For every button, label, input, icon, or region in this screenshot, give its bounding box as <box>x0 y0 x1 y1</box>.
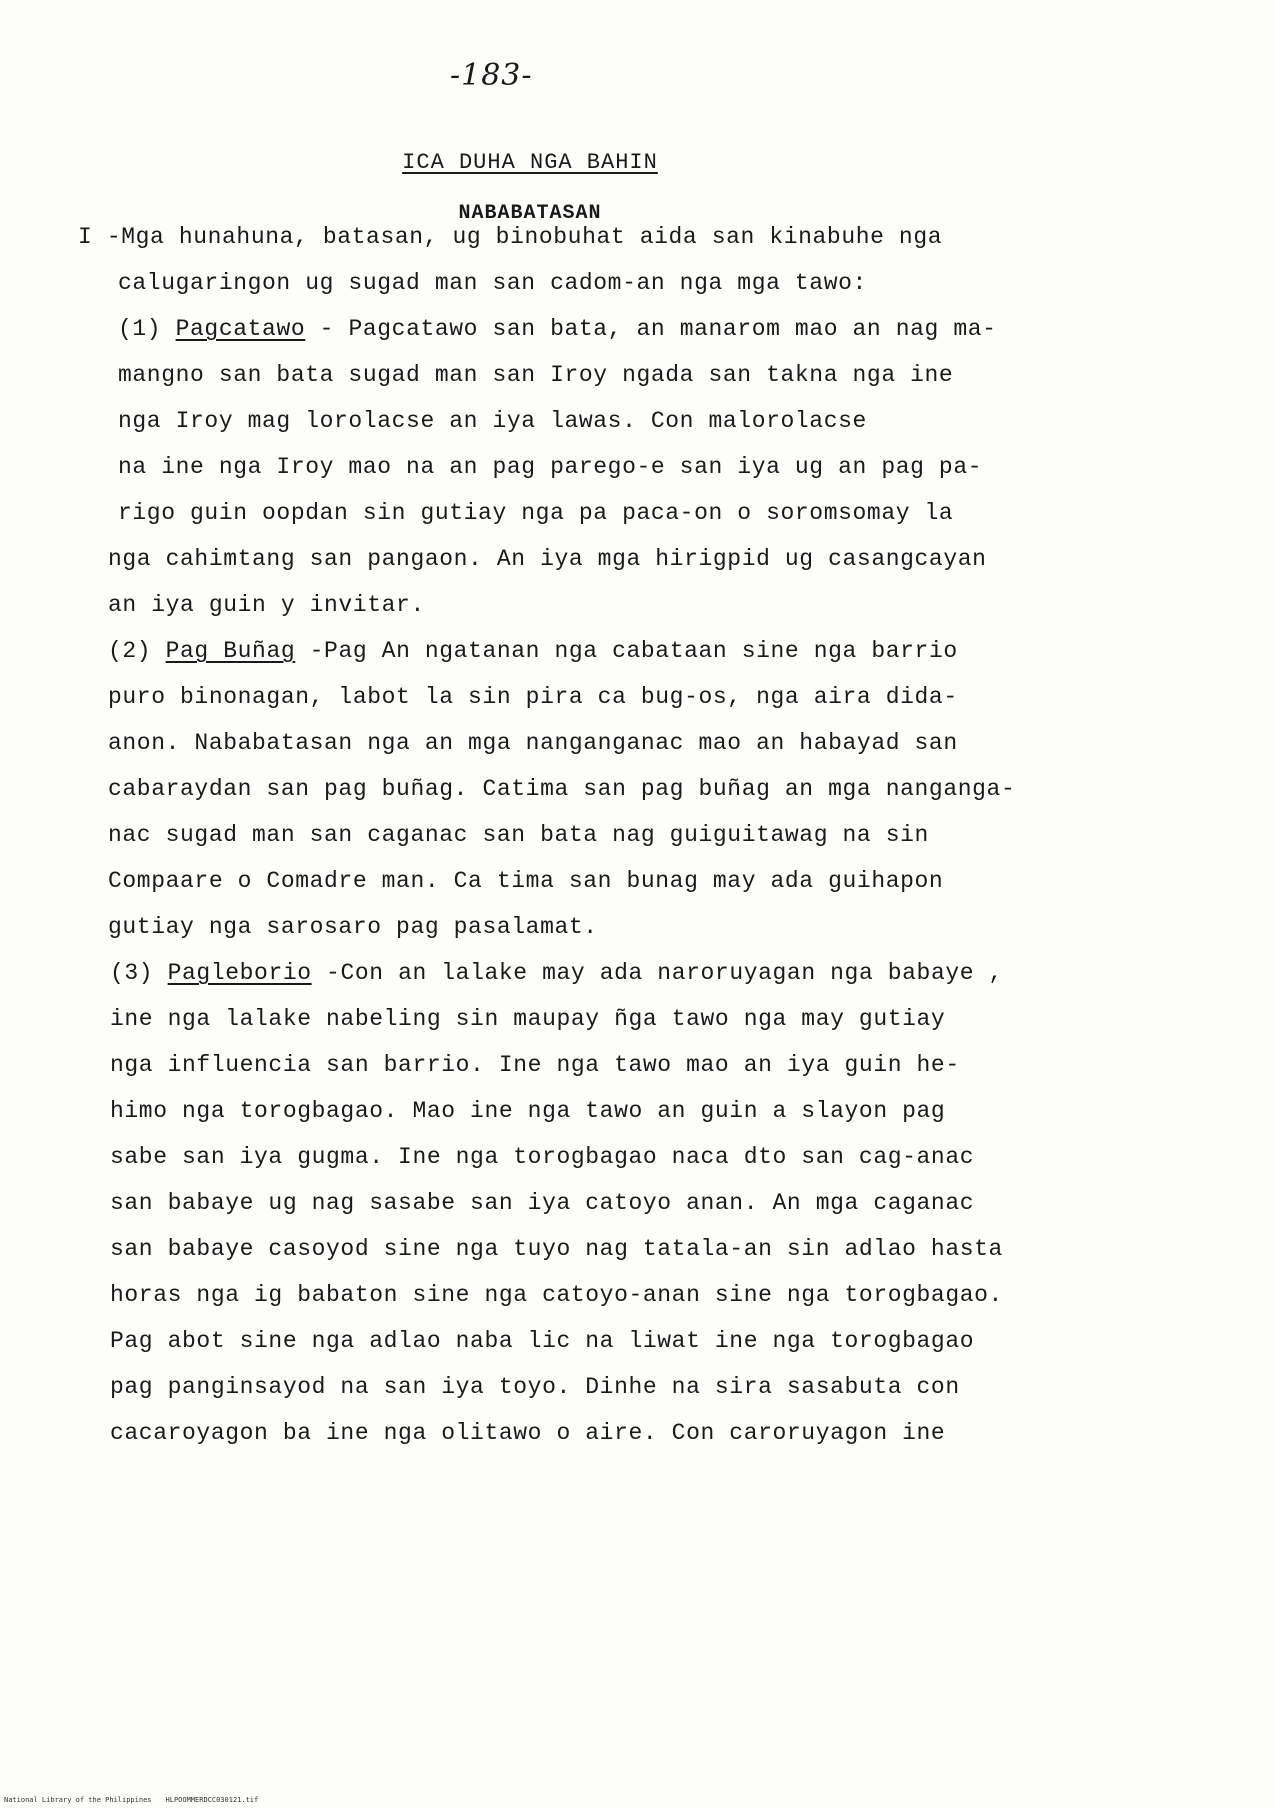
item-2-line: gutiay nga sarosaro pag pasalamat. <box>108 914 598 940</box>
item-title: Pag Buñag <box>165 638 296 664</box>
item-title: Pagcatawo <box>175 316 306 342</box>
item-2-line: Compaare o Comadre man. Ca tima san bunag may ada guihapon <box>108 868 944 894</box>
item-3-line: himo nga torogbagao. Mao ine nga tawo an guin a slayon pag <box>110 1098 946 1124</box>
item-2-line: anon. Nababatasan nga an mga nanganganac mao an habayad san <box>108 730 958 756</box>
item-first-line: -Con an lalake may ada naroruyagan nga babaye , <box>311 960 1003 986</box>
item-1-line: an iya guin y invitar. <box>108 592 425 618</box>
item-3-line: pag panginsayod na san iya toyo. Dinhe na sira sasabuta con <box>110 1374 960 1400</box>
section-subheading: NABABATASAN <box>458 202 602 225</box>
item-2-line: puro binonagan, labot la sin pira ca bug-os, nga aira dida- <box>108 684 958 710</box>
section-intro-line-2: calugaringon ug sugad man san cadom-an nga mga tawo: <box>118 270 867 296</box>
file-name: HLPOOMMERDCC030121.tif <box>165 1796 259 1804</box>
scan-footer <box>4 1796 258 1804</box>
item-first-line: -Pag An ngatanan nga cabataan sine nga barrio <box>295 638 958 664</box>
item-1-heading-line <box>118 316 997 342</box>
item-2-heading-line <box>108 638 958 664</box>
item-3-line: Pag abot sine nga adlao naba lic na liwat ine nga torogbagao <box>110 1328 975 1354</box>
item-2-line: nac sugad man san caganac san bata nag guiguitawag na sin <box>108 822 929 848</box>
library-name: National Library of the Philippines <box>4 1796 152 1804</box>
item-3-line: sabe san iya gugma. Ine nga torogbagao naca dto san cag-anac <box>110 1144 975 1170</box>
item-first-line: - Pagcatawo san bata, an manarom mao an nag ma- <box>305 316 997 342</box>
item-3-heading-line <box>110 960 1003 986</box>
item-3-line: horas nga ig babaton sine nga catoyo-anan sine nga torogbagao. <box>110 1282 1003 1308</box>
item-1-line: na ine nga Iroy mao na an pag parego-e san iya ug an pag pa- <box>118 454 983 480</box>
item-3-line: nga influencia san barrio. Ine nga tawo mao an iya guin he- <box>110 1052 960 1078</box>
item-number: (1) <box>118 316 162 342</box>
item-3-line: san babaye ug nag sasabe san iya catoyo anan. An mga caganac <box>110 1190 975 1216</box>
item-number: (2) <box>108 638 152 664</box>
item-1-line: nga Iroy mag lorolacse an iya lawas. Con malorolacse <box>118 408 867 434</box>
item-1-line: rigo guin oopdan sin gutiay nga pa paca-on o soromsomay la <box>118 500 954 526</box>
section-marker: I <box>78 224 93 250</box>
item-3-line: cacaroyagon ba ine nga olitawo o aire. Con caroruyagon ine <box>110 1420 946 1446</box>
item-3-line: ine nga lalake nabeling sin maupay ñga tawo nga may gutiay <box>110 1006 946 1032</box>
section-intro-line-1 <box>78 224 942 250</box>
section-line: -Mga hunahuna, batasan, ug binobuhat aida san kinabuhe nga <box>106 224 943 250</box>
page-number: -183- <box>450 58 533 93</box>
item-title: Pagleborio <box>167 960 312 986</box>
item-1-line: nga cahimtang san pangaon. An iya mga hirigpid ug casangcayan <box>108 546 987 572</box>
item-3-line: san babaye casoyod sine nga tuyo nag tatala-an sin adlao hasta <box>110 1236 1003 1262</box>
item-1-line: mangno san bata sugad man san Iroy ngada san takna nga ine <box>118 362 954 388</box>
item-number: (3) <box>110 960 154 986</box>
part-heading: ICA DUHA NGA BAHIN <box>402 150 658 175</box>
item-2-line: cabaraydan san pag buñag. Catima san pag buñag an mga nanganga- <box>108 776 1016 802</box>
